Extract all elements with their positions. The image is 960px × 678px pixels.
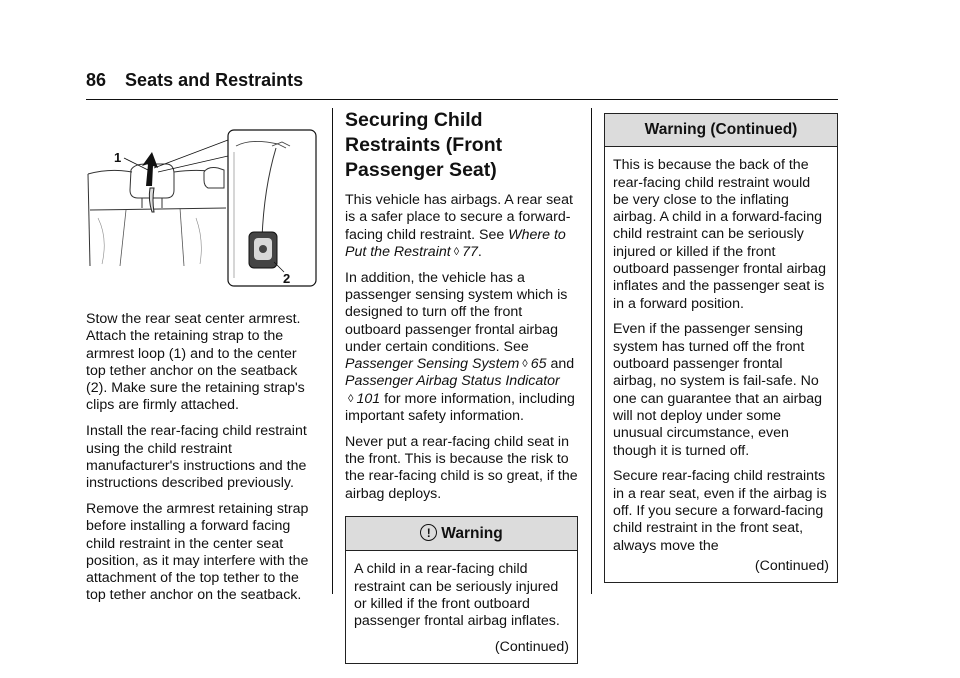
warning-header <box>346 517 577 551</box>
column-1 <box>86 311 318 613</box>
header-rule <box>86 99 838 100</box>
paragraph: Never put a rear-facing child seat in the front. This is because the risk to the rear-facing child is so great, if the airbag deploys. <box>345 433 578 502</box>
warning-text: A child in a rear-facing child restraint can be seriously injured or killed if the front outboard passenger frontal airbag inflates. <box>354 561 560 630</box>
cross-reference-link[interactable]: Passenger Sensing System <box>345 356 520 373</box>
warning-body <box>346 551 577 663</box>
cross-reference-link[interactable]: Passenger Airbag Status Indicator <box>345 373 560 390</box>
warning-text: This is because the back of the rear-facing child restraint would be very close to the inflating airbag. A child in a forward-facing child restraint can be seriously injured or killed if the front outboard passenger frontal airbag inflates and the passenger seat is in a forward position. <box>613 157 826 312</box>
page-ref[interactable]: 101 <box>356 390 381 407</box>
paragraph: Install the rear-facing child restraint using the child restraint manufacturer's instructions and the instructions described previously. <box>86 423 307 492</box>
paragraph-text: for more information, including important safety information. <box>345 390 575 425</box>
callout-2: 2 <box>283 271 291 286</box>
callout-1: 1 <box>114 150 122 165</box>
column-divider <box>332 108 333 594</box>
column-divider <box>591 108 592 594</box>
continued-label: (Continued) <box>494 639 569 656</box>
illustration-svg <box>86 128 320 290</box>
column-3 <box>604 113 838 583</box>
continued-label: (Continued) <box>754 557 829 574</box>
paragraph-text: This vehicle has airbags. A rear seat is a safer place to secure a forward-facing child restraint. See <box>345 192 573 243</box>
warning-icon: ! <box>420 524 437 541</box>
section-title: Seats and Restraints <box>125 70 304 90</box>
page-ref-icon: ◊ <box>453 245 460 258</box>
punctuation: . <box>477 243 482 260</box>
paragraph: Stow the rear seat center armrest. Attach the retaining strap to the armrest loop (1) and to the center top tether anchor on the seatback (2). Make sure the retaining strap's clips are firmly attached. <box>86 311 305 414</box>
warning-header: Warning (Continued) <box>605 114 837 147</box>
page-number: 86 <box>86 70 107 90</box>
page-header <box>86 70 303 91</box>
cross-reference-link[interactable]: Where to Put the Restraint <box>345 226 566 260</box>
armrest-strap-illustration <box>86 128 320 290</box>
page-ref[interactable]: 65 <box>530 356 547 373</box>
paragraph <box>345 192 578 261</box>
page-ref-icon: ◊ <box>348 392 354 405</box>
paragraph <box>345 270 578 426</box>
page-ref-icon: ◊ <box>522 358 528 371</box>
page-ref[interactable]: 77 <box>462 243 478 260</box>
subsection-title: Securing Child Restraints (Front Passenger Seat) <box>345 109 503 181</box>
paragraph-text: In addition, the vehicle has a passenger sensing system which is designed to turn off the front outboard passenger frontal airbag under certain conditions. See <box>345 269 568 355</box>
paragraph: Remove the armrest retaining strap before installing a forward facing child restraint in the center seat position, as it may interfere with the attachment of the top tether to the top tether anchor on the seatback. <box>86 500 309 604</box>
column-2 <box>345 108 578 664</box>
warning-title: Warning <box>441 525 503 543</box>
warning-text: Secure rear-facing child restraints in a rear seat, even if the airbag is off. If you secure a forward-facing child restraint in the front seat, always move the <box>613 468 827 554</box>
warning-box <box>345 516 578 664</box>
warning-body <box>605 147 837 582</box>
paragraph-text: and <box>550 356 575 373</box>
warning-text: Even if the passenger sensing system has turned off the front outboard passenger frontal airbag, no system is fail-safe. No one can guarantee that an airbag will not deploy under some unusual circumstance, even though it is turned off. <box>613 321 823 459</box>
warning-box-continued <box>604 113 838 583</box>
